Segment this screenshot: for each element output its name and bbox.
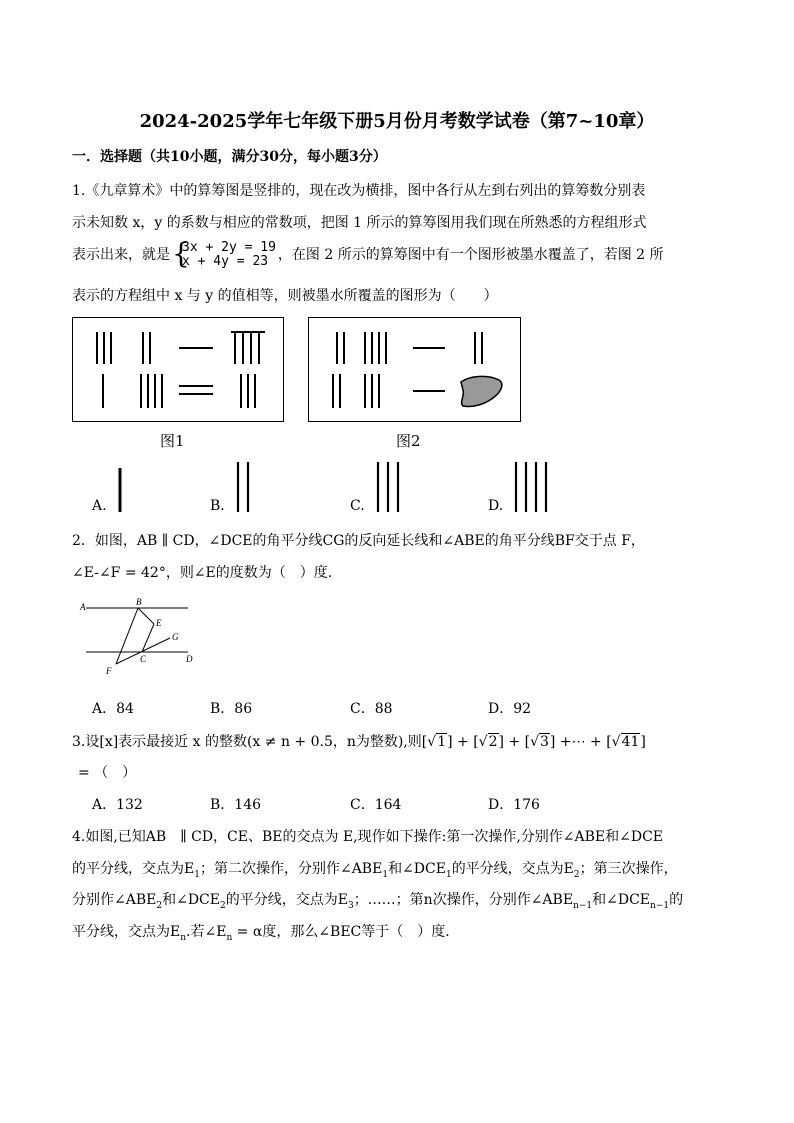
sub-1b: 1	[382, 869, 389, 880]
rod-diagram-1	[73, 318, 283, 421]
sub-n1: n−1	[573, 900, 593, 911]
q1-option-a-label: A.	[92, 498, 107, 514]
option-c-rods	[372, 460, 406, 514]
q4-l2-part-e: ；第三次操作，	[579, 861, 678, 877]
q1-line-4: 表示的方程组中 x 与 y 的值相等，则被墨水所覆盖的图形为（ ）	[72, 288, 498, 304]
q4-l4-part-a: 平分线，交点为E	[72, 924, 181, 940]
equation-2: x + 4y = 23	[182, 254, 269, 269]
q4-l3-part-a: 分别作∠ABE	[72, 892, 157, 908]
counting-rod-figure-1	[72, 317, 284, 422]
q4-l3-part-b: 和∠DCE	[162, 892, 220, 908]
ink-blot-icon	[461, 376, 502, 406]
q4-line-1: 4.如图,已知AB ∥ CD，CE、BE的交点为 E,现作如下操作:第一次操作,分别作∠ABE和∠DCE	[72, 829, 664, 845]
label-b: B	[136, 597, 142, 607]
label-d: D	[186, 654, 193, 664]
q2-option-a: A．84	[92, 701, 134, 717]
equation-system: { 3x + 2y = 19 x + 4y = 23	[172, 237, 276, 270]
bracket-end: ]	[640, 734, 646, 750]
q3-line-2: = （ ）	[78, 765, 137, 781]
q4-l3-part-e: 和∠DCE	[592, 892, 651, 908]
q1-line-2: 示未知数 x，y 的系数与相应的常数项，把图 1 所示的算筹图用我们现在所熟悉的方程组形式	[72, 215, 647, 231]
option-a-rods	[114, 466, 126, 514]
label-e: E	[156, 618, 162, 628]
q3-option-d: D．176	[488, 797, 540, 813]
section-heading: 一．选择题（共10小题，满分30分，每小题3分）	[72, 149, 387, 165]
q2-option-d: D．92	[488, 701, 532, 717]
q2-line-1: 2．如图，AB ∥ CD，∠DCE的角平分线CG的反向延长线和∠ABE的角平分线BF交于点 F，	[72, 533, 645, 549]
q2-option-b: B．86	[210, 701, 253, 717]
q3-line-1	[72, 731, 646, 751]
sub-2b: 2	[156, 900, 163, 911]
sub-n1b: n−1	[650, 900, 670, 911]
q4-l2-part-d: 的平分线，交点为E	[451, 861, 574, 877]
sub-nb: n	[226, 932, 233, 943]
q4-l4-part-b: .若∠E	[186, 924, 227, 940]
q1-option-b-label: B.	[210, 498, 225, 514]
q4-l3-part-f: 的	[669, 892, 684, 908]
q1-option-d-label: D.	[488, 498, 504, 514]
q4-l3-part-c: 的平分线，交点为E	[225, 892, 348, 908]
option-d-rods	[510, 460, 556, 514]
figure-2-caption: 图2	[396, 432, 421, 450]
geometry-figure-q2	[76, 596, 206, 678]
q3-option-b: B．146	[210, 797, 262, 813]
q3-text: 3.设[x]表示最接近 x 的整数(x ≠ n + 0.5，n为整数),则[	[72, 734, 428, 750]
sub-1c: 1	[445, 869, 452, 880]
sub-2c: 2	[219, 900, 226, 911]
page-title: 2024-2025学年七年级下册5月份月考数学试卷（第7~10章）	[139, 111, 655, 132]
q3-option-c: C．164	[350, 797, 402, 813]
label-c: C	[140, 654, 147, 664]
q4-line-2	[72, 858, 678, 880]
sqrt-2: √2	[478, 734, 498, 750]
bracket-sep-1: ] + [	[447, 734, 479, 750]
counting-rod-figure-2	[308, 317, 521, 422]
q4-l3-part-d: ；……；第n次操作，分别作∠ABE	[353, 892, 574, 908]
sqrt-3: √3	[530, 734, 549, 750]
bracket-sep-2: ] + [	[498, 734, 531, 750]
q2-line-2: ∠E-∠F = 42°，则∠E的度数为（ ）度.	[72, 565, 333, 581]
q1-line-3-start: 表示出来，就是	[72, 247, 170, 263]
sub-2: 2	[573, 869, 580, 880]
figure-1-caption: 图1	[160, 432, 185, 450]
q4-line-4	[72, 921, 450, 943]
q4-l2-part-a: 的平分线，交点为E	[72, 861, 195, 877]
label-g: G	[172, 632, 179, 642]
sub-n: n	[180, 932, 187, 943]
bracket-sep-3: ] +⋯ + [	[549, 734, 612, 750]
q4-l4-part-c: = α度，那么∠BEC等于（ ）度.	[232, 924, 450, 940]
label-f: F	[106, 666, 112, 676]
sub-1: 1	[194, 869, 200, 880]
sqrt-1: √1	[427, 734, 447, 750]
q4-line-3	[72, 889, 683, 911]
rod-diagram-2	[309, 318, 520, 421]
q2-option-c: C．88	[350, 701, 393, 717]
sqrt-41: √41	[611, 734, 640, 750]
q4-l2-part-b: ；第二次操作，分别作∠ABE	[199, 861, 383, 877]
q1-line-1: 1.《九章算术》中的算筹图是竖排的，现在改为横排，图中各行从左到右列出的算筹数分别表	[72, 183, 646, 199]
q4-l2-part-c: 和∠DCE	[388, 861, 446, 877]
q3-option-a: A．132	[92, 797, 143, 813]
label-a: A	[80, 602, 86, 612]
option-b-rods	[232, 460, 256, 514]
q1-option-c-label: C.	[350, 498, 365, 514]
sub-3: 3	[347, 900, 354, 911]
q1-line-3-end: ，在图 2 所示的算筹图中有一个图形被墨水覆盖了，若图 2 所	[277, 247, 664, 263]
q1-line-3	[72, 237, 664, 270]
equation-1: 3x + 2y = 19	[182, 240, 276, 255]
